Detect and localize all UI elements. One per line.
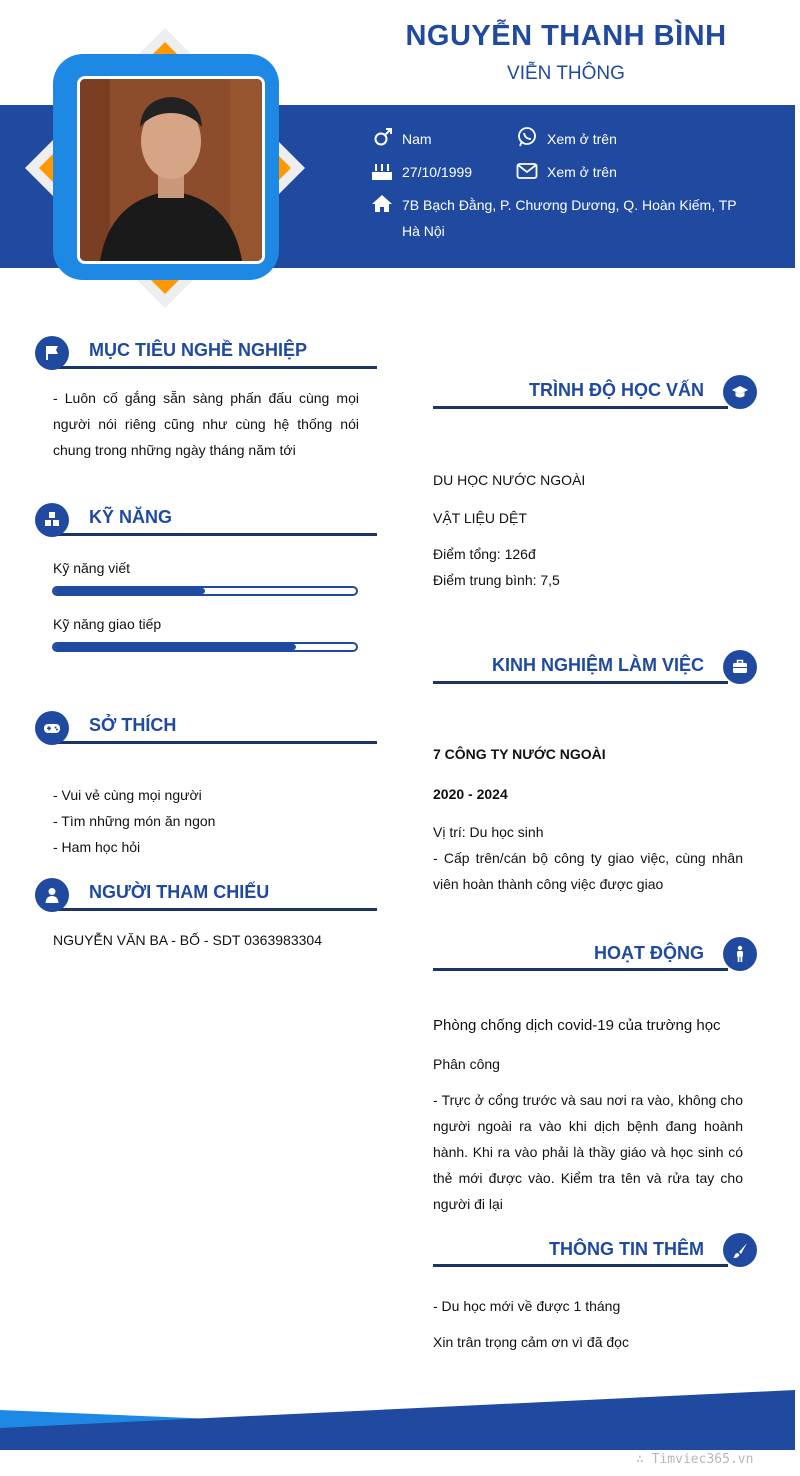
activity-line-2: người ngoài ra vào khi dịch bệnh đang hoành xyxy=(433,1118,743,1134)
flag-icon xyxy=(43,344,61,362)
additional-circle xyxy=(723,1233,757,1267)
activity-line-1: - Trực ở cổng trước và sau nơi ra vào, không cho xyxy=(433,1092,743,1108)
cubes-icon xyxy=(43,511,61,529)
candidate-title: VIỄN THÔNG xyxy=(507,63,625,84)
paint-brush-icon xyxy=(731,1241,749,1259)
additional-heading: THÔNG TIN THÊM xyxy=(549,1239,704,1259)
hobbies-heading: SỞ THÍCH xyxy=(89,715,177,735)
reference-text: NGUYỄN VĂN BA - BỐ - SDT 0363983304 xyxy=(53,932,322,948)
skill-label-writing: Kỹ năng viết xyxy=(53,560,131,576)
objective-heading: MỤC TIÊU NGHỀ NGHIỆP xyxy=(89,340,308,360)
hobbies-circle xyxy=(35,711,69,745)
reference-circle xyxy=(35,878,69,912)
phone-icon xyxy=(516,126,538,148)
candidate-name: NGUYỄN THANH BÌNH xyxy=(405,20,727,52)
hobby-item: - Ham học hỏi xyxy=(53,839,141,855)
reference-underline xyxy=(52,908,377,911)
address-line-1: 7B Bạch Đằng, P. Chương Dương, Q. Hoàn Kiếm, TP xyxy=(402,197,737,213)
email-value: Xem ở trên xyxy=(547,164,617,180)
skills-underline xyxy=(52,533,377,536)
activity-name: Phòng chống dịch covid-19 của trường học xyxy=(433,1017,721,1034)
activity-line-3: hành. Khi ra vào phải là thầy giáo và học sinh có xyxy=(433,1144,743,1160)
objective-line-3: chung trong những ngày tháng năm tới xyxy=(53,442,296,458)
portrait-photo-icon xyxy=(80,79,262,261)
activity-line-4: thẻ mới được vào. Kiểm tra tên và rửa tay cho xyxy=(433,1170,743,1186)
gamepad-icon xyxy=(43,719,61,737)
experience-period: 2020 - 2024 xyxy=(433,786,508,802)
hobby-item: - Vui vẻ cùng mọi người xyxy=(53,787,202,803)
activity-role: Phân công xyxy=(433,1056,500,1072)
experience-desc-line-2: viên hoàn thành công việc được giao xyxy=(433,876,664,892)
footer-decoration xyxy=(0,1388,800,1450)
hobby-item: - Tìm những món ăn ngon xyxy=(53,813,216,829)
objective-underline xyxy=(52,366,377,369)
experience-company: 7 CÔNG TY NƯỚC NGOÀI xyxy=(433,746,606,762)
additional-underline xyxy=(433,1264,728,1267)
hobbies-underline xyxy=(52,741,377,744)
skills-heading: KỸ NĂNG xyxy=(89,507,173,527)
skill-bar-writing-fill xyxy=(54,588,205,594)
email-icon xyxy=(516,160,538,182)
experience-heading: KINH NGHIỆM LÀM VIỆC xyxy=(491,655,704,675)
gender-value: Nam xyxy=(402,131,432,147)
additional-line-1: - Du học mới về được 1 tháng xyxy=(433,1298,621,1314)
address-line-2: Hà Nội xyxy=(402,223,445,239)
activities-heading: HOẠT ĐỘNG xyxy=(594,943,704,963)
graduation-cap-icon xyxy=(731,383,749,401)
activities-underline xyxy=(433,968,728,971)
briefcase-icon xyxy=(731,658,749,676)
birthday-value: 27/10/1999 xyxy=(402,164,473,180)
experience-circle xyxy=(723,650,757,684)
activity-line-5: người đi lại xyxy=(433,1196,503,1212)
experience-position: Vị trí: Du học sinh xyxy=(433,824,544,840)
objective-line-2: người nói riêng cũng như cùng hệ thống nói xyxy=(53,416,359,432)
activities-circle xyxy=(723,937,757,971)
education-school: DU HỌC NƯỚC NGOÀI xyxy=(433,472,586,488)
education-circle xyxy=(723,375,757,409)
skill-label-communication: Kỹ năng giao tiếp xyxy=(53,616,162,632)
phone-value: Xem ở trên xyxy=(547,131,617,147)
birthday-cake-icon xyxy=(371,160,393,182)
additional-line-2: Xin trân trọng cảm ơn vì đã đọc xyxy=(433,1334,629,1350)
experience-desc-line-1: - Cấp trên/cán bộ công ty giao việc, cùng nhân xyxy=(433,850,743,866)
education-major: VẬT LIỆU DỆT xyxy=(433,510,527,526)
objective-line-1: - Luôn cố gắng sẵn sàng phấn đấu cùng mọi xyxy=(53,390,359,406)
skills-circle xyxy=(35,503,69,537)
reference-heading: NGƯỜI THAM CHIẾU xyxy=(89,882,270,902)
education-average-score: Điểm trung bình: 7,5 xyxy=(433,572,560,588)
gender-icon xyxy=(372,127,394,149)
experience-underline xyxy=(433,681,728,684)
standing-person-icon xyxy=(731,945,749,963)
watermark: ∴ Timviec365.vn xyxy=(636,1452,754,1467)
skill-bar-writing xyxy=(52,586,358,596)
person-icon xyxy=(43,886,61,904)
skill-bar-communication-fill xyxy=(54,644,296,650)
profile-photo xyxy=(77,76,265,264)
education-total-score: Điểm tổng: 126đ xyxy=(433,546,536,562)
education-underline xyxy=(433,406,728,409)
education-heading: TRÌNH ĐỘ HỌC VẤN xyxy=(529,380,704,400)
home-icon xyxy=(371,193,393,215)
objective-circle xyxy=(35,336,69,370)
skill-bar-communication xyxy=(52,642,358,652)
